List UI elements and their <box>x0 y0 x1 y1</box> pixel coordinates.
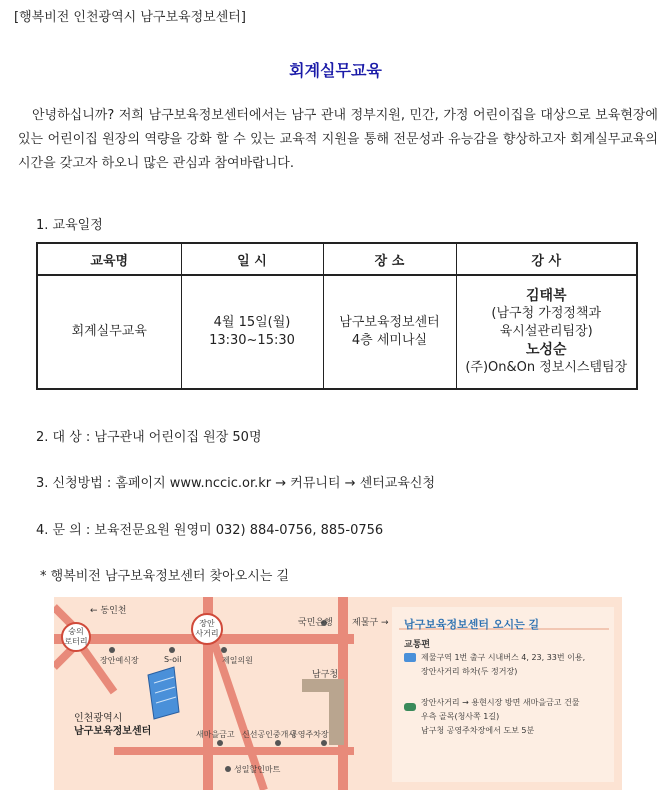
label-namgucheong: 남구청 <box>312 670 339 680</box>
label-jeil: 제일의원 <box>222 656 253 665</box>
bus-icon <box>404 653 416 662</box>
cell-course-name: 회계실무교육 <box>38 275 181 388</box>
place-line1: 남구보육정보센터 <box>339 315 440 330</box>
header-tag: [행복비전 인천광역시 남구보육정보센터] <box>14 10 246 25</box>
dot-soil <box>169 647 175 653</box>
label-jegu: 제물구 → <box>352 618 389 628</box>
dot-parking <box>321 740 327 746</box>
header-course-name: 교육명 <box>38 244 181 275</box>
label-dongincheon: ← 동인천 <box>90 606 127 616</box>
label-soil: S-oil <box>164 655 182 664</box>
label-car-line2: 우측 골목(청사쪽 1길) <box>421 712 500 721</box>
label-car-line1: 장안사거리 → 용현시장 방면 새마을금고 건물 <box>421 698 580 707</box>
label-transport: 교통편 <box>404 640 431 650</box>
label-bus-line2: 장안사거리 하차(두 정거장) <box>421 667 518 676</box>
dot-seongil <box>225 766 231 772</box>
legend-panel <box>392 607 614 782</box>
dot-saemaeul <box>217 740 223 746</box>
schedule-table <box>36 242 638 390</box>
label-parking: 공영주차장 <box>290 730 329 739</box>
dot-sinseon <box>275 740 281 746</box>
header-place: 장 소 <box>323 244 456 275</box>
table-row <box>38 275 636 388</box>
label-jangan-2: 사거리 <box>195 629 219 638</box>
label-kookmin: 국민은행 <box>298 618 333 628</box>
place-line2: 4층 세미나실 <box>351 333 428 348</box>
intro-text: 안녕하십니까? 저희 남구보육정보센터에서는 남구 관내 정부지원, 민간, 가정 어린이집을 대상으로 보육현장에 있는 어린이집 원장의 역량을 강화 할 수 있는 교육적 지원을 통해 전문성과 유능감을 향상하고자 회계실무교육의 시간을 갖고자 하오니 많은 관심과 참여바랍니다. <box>18 108 658 171</box>
time-text: 13:30~15:30 <box>209 333 295 348</box>
road-diag-3 <box>82 647 114 692</box>
cell-datetime <box>181 275 323 388</box>
label-songui-rotary <box>62 627 90 647</box>
dot-jangan-yesikjang <box>109 647 115 653</box>
car-icon <box>404 703 416 711</box>
dot-jeil <box>221 647 227 653</box>
center-building <box>148 667 179 719</box>
label-car-line3: 남구청 공영주차장에서 도보 5분 <box>421 726 535 735</box>
intro-paragraph <box>18 104 658 176</box>
label-sinseon: 신선공인중개사 <box>242 730 297 739</box>
instructor2-name: 노성순 <box>525 342 567 358</box>
instructor1-name: 김태복 <box>525 288 567 304</box>
section-apply: 3. 신청방법 : 홈페이지 www.nccic.or.kr → 커뮤니티 → 센터교육신청 <box>36 476 436 491</box>
section-schedule-heading: 1. 교육일정 <box>36 218 103 233</box>
instructor1-org2: 육시설관리팀장) <box>499 324 593 339</box>
instructor2-org: (주)On&On 정보시스템팀장 <box>465 360 628 375</box>
date-text: 4월 15일(월) <box>213 315 291 330</box>
label-jangan-1: 장안 <box>199 619 215 628</box>
road-lower <box>114 747 354 755</box>
cell-instructor <box>456 275 636 388</box>
label-center-2: 남구보육정보센터 <box>74 726 152 737</box>
label-seongil: 성일할인마트 <box>234 765 281 774</box>
label-center <box>74 712 151 738</box>
page-title: 회계실무교육 <box>289 61 382 80</box>
section-target: 2. 대 상 : 남구관내 어린이집 원장 50명 <box>36 430 262 445</box>
section-directions: * 행복비전 남구보육정보센터 찾아오시는 길 <box>40 569 290 584</box>
label-songui-1: 숭의 <box>68 627 84 636</box>
label-jangan-rotary <box>192 619 222 639</box>
header-datetime: 일 시 <box>181 244 323 275</box>
label-songui-2: 로터리 <box>64 637 88 646</box>
label-bus-line1: 제물구역 1번 출구 시내버스 4, 23, 33번 이용, <box>421 653 586 662</box>
label-jangan-yesikjang: 장안예식장 <box>100 656 139 665</box>
instructor1-org1: (남구청 가정정책과 <box>491 306 602 321</box>
cell-place <box>323 275 456 388</box>
header-instructor: 강 사 <box>456 244 636 275</box>
label-center-1: 인천광역시 <box>74 713 123 724</box>
map-title: 남구보육정보센터 오시는 길 <box>404 618 540 631</box>
directions-map <box>54 597 622 790</box>
section-contact: 4. 문 의 : 보육전문요원 원영미 032) 884-0756, 885-0756 <box>36 523 384 538</box>
table-header-row <box>38 244 636 275</box>
label-saemaeul: 새마을금고 <box>196 730 235 739</box>
